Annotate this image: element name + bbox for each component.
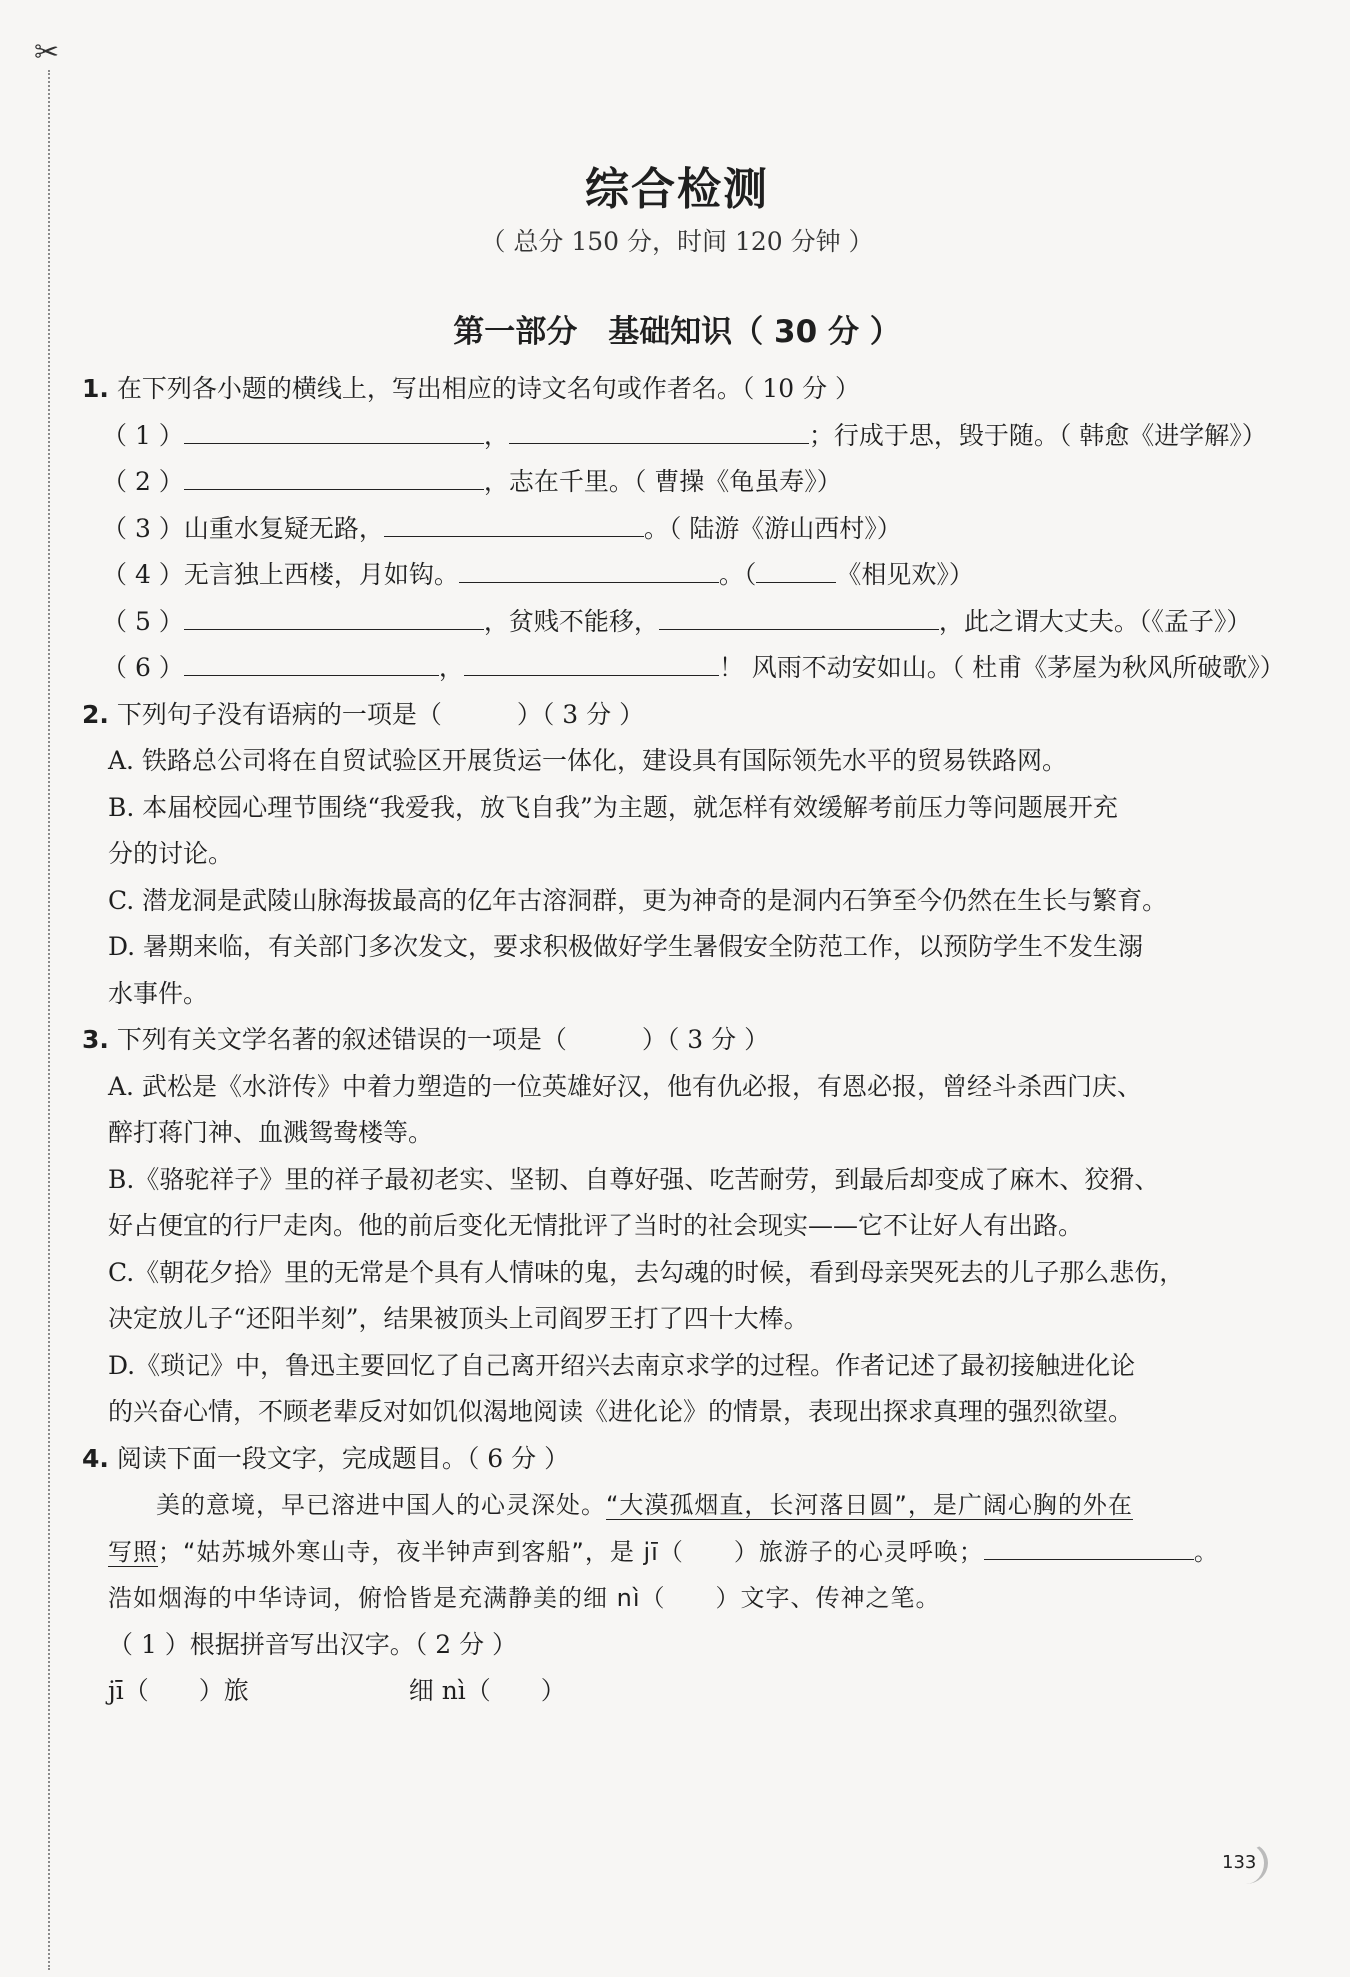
question-2-option-d[interactable]: D. 暑期来临，有关部门多次发文，要求积极做好学生暑假安全防范工作，以预防学生不发生溺 [108, 932, 1144, 961]
answer-blank[interactable] [384, 512, 644, 537]
passage-line-2: 写照；“姑苏城外寒山寺，夜半钟声到客船”，是 jī（ ）旅游子的心灵呼唤； 。 [82, 1529, 1272, 1576]
page-number: 133 [1218, 1838, 1270, 1890]
exam-page [82, 160, 1285, 1715]
answer-blank[interactable] [184, 419, 484, 444]
answer-blank[interactable] [464, 651, 719, 676]
answer-blank[interactable] [459, 558, 719, 583]
underlined-text: “大漠孤烟直，长河落日圆”，是广阔心胸的外在 [606, 1491, 1133, 1519]
answer-blank[interactable] [184, 651, 439, 676]
question-1-stem: 1. 在下列各小题的横线上，写出相应的诗文名句或作者名。（ 10 分 ） [82, 374, 861, 403]
answer-blank[interactable] [756, 558, 836, 583]
answer-blank[interactable] [184, 465, 484, 490]
question-3-option-c-cont: 决定放儿子“还阳半刻”，结果被顶头上司阎罗王打了四十大棒。 [108, 1304, 809, 1333]
answer-ni[interactable]: 细 nì（ ） [408, 1676, 566, 1705]
question-3-stem: 3. 下列有关文学名著的叙述错误的一项是（ ）（ 3 分 ） [82, 1025, 770, 1054]
question-2-stem: 2. 下列句子没有语病的一项是（ ）（ 3 分 ） [82, 699, 645, 729]
question-3-option-d[interactable]: D.《琐记》中，鲁迅主要回忆了自己离开绍兴去南京求学的过程。作者记述了最初接触进化论 [108, 1350, 1136, 1380]
question-3-option-c[interactable]: C.《朝花夕拾》里的无常是个具有人情味的鬼，去勾魂的时候，看到母亲哭死去的儿子那么悲伤， [108, 1257, 1185, 1287]
answer-blank[interactable] [659, 605, 939, 630]
answer-blank[interactable] [184, 605, 484, 630]
question-3-option-a[interactable]: A. 武松是《水浒传》中着力塑造的一位英雄好汉，他有仇必报，有恩必报，曾经斗杀西门庆、 [108, 1071, 1142, 1101]
question-1-item-2: （ 2 ） ，志在千里。（ 曹操《龟虽寿》） [102, 467, 842, 496]
section-heading: 第一部分 基础知识（ 30 分 ） [453, 314, 901, 350]
question-2-option-b-cont: 分的讨论。 [108, 839, 234, 868]
question-1-item-4: （ 4 ）无言独上西楼，月如钩。 。（ 《相见欢》） [102, 560, 974, 589]
question-3-option-a-cont: 醉打蒋门神、血溅鸳鸯楼等。 [108, 1118, 434, 1147]
answer-blank[interactable] [984, 1535, 1194, 1560]
underlined-text: 写照 [108, 1537, 158, 1566]
question-3-option-b[interactable]: B.《骆驼祥子》里的祥子最初老实、坚韧、自尊好强、吃苦耐劳，到最后却变成了麻木、狡猾、 [108, 1164, 1160, 1194]
question-2-option-c[interactable]: C. 潜龙洞是武陵山脉海拔最高的亿年古溶洞群，更为神奇的是洞内石笋至今仍然在生长与繁育。 [108, 885, 1168, 915]
page-title: 综合检测 [585, 164, 769, 215]
question-4-sub-1: （ 1 ）根据拼音写出汉字。（ 2 分 ） [108, 1629, 518, 1659]
question-4-stem: 4. 阅读下面一段文字，完成题目。（ 6 分 ） [82, 1443, 570, 1473]
passage-line-1: 美的意境，早已溶进中国人的心灵深处。“大漠孤烟直，长河落日圆”，是广阔心胸的外在 [156, 1491, 1133, 1519]
scissors-icon: ✂ [34, 35, 60, 70]
page-subtitle: （ 总分 150 分，时间 120 分钟 ） [480, 227, 874, 256]
passage-line-3: 浩如烟海的中华诗词，俯恰皆是充满静美的细 nì（ ）文字、传神之笔。 [108, 1584, 941, 1612]
question-1-item-6: （ 6 ） ， ！ 风雨不动安如山。（ 杜甫《茅屋为秋风所破歌》） [102, 653, 1285, 682]
question-2-option-a[interactable]: A. 铁路总公司将在自贸试验区开展货运一体化，建设具有国际领先水平的贸易铁路网。 [108, 746, 1067, 775]
question-3-option-b-cont: 好占便宜的行尸走肉。他的前后变化无情批评了当时的社会现实——它不让好人有出路。 [108, 1211, 1084, 1240]
question-1-item-3: （ 3 ）山重水复疑无路， 。（ 陆游《游山西村》） [102, 513, 902, 543]
question-3-option-d-cont: 的兴奋心情，不顾老辈反对如饥似渴地阅读《进化论》的情景，表现出探求真理的强烈欲望。 [108, 1397, 1134, 1426]
answer-blank[interactable] [509, 419, 809, 444]
question-4-answers [82, 1668, 1272, 1715]
cut-line [48, 70, 50, 1970]
question-1-item-1: （ 1 ） ， ；行成于思，毁于随。（ 韩愈《进学解》） [102, 420, 1267, 450]
question-1-item-5: （ 5 ） ，贫贱不能移， ，此之谓大丈夫。（《孟子》） [102, 606, 1252, 636]
question-2-option-b[interactable]: B. 本届校园心理节围绕“我爱我，放飞自我”为主题，就怎样有效缓解考前压力等问题展开充 [108, 792, 1118, 822]
question-2-option-d-cont: 水事件。 [108, 978, 209, 1008]
answer-ji[interactable]: jī（ ）旅 [108, 1676, 249, 1705]
